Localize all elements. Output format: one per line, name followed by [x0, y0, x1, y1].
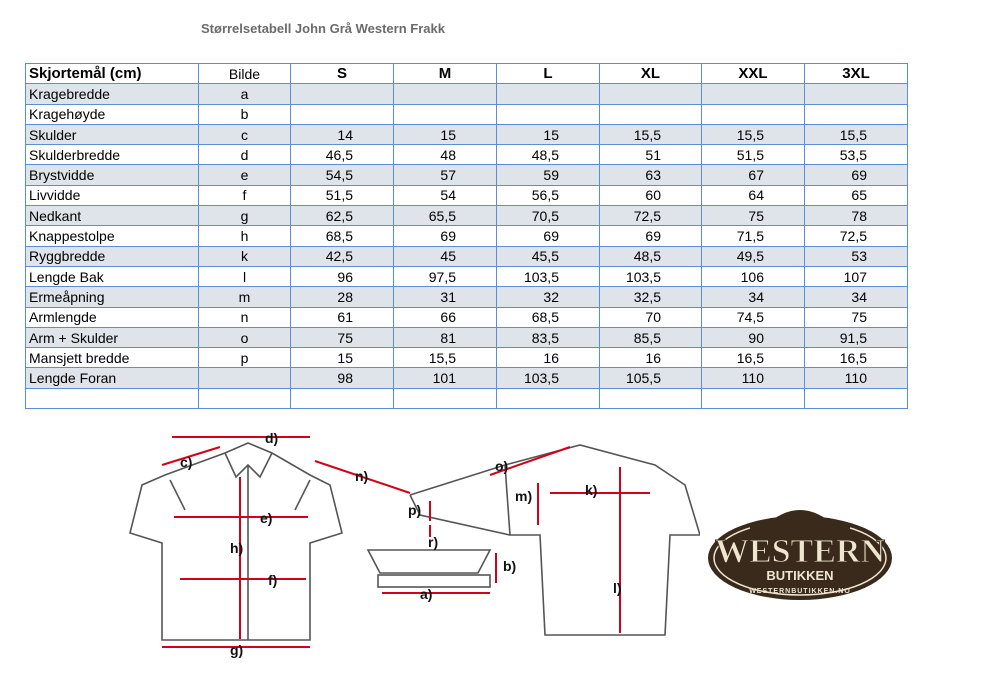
size-value-cell: 31 [394, 287, 497, 307]
row-image-code [199, 368, 291, 388]
row-label: Armlengde [26, 307, 199, 327]
label-b: b) [503, 558, 517, 574]
size-value-cell: 49,5 [702, 246, 805, 266]
table-row [26, 185, 908, 205]
size-value-cell: 97,5 [394, 266, 497, 286]
size-value-cell: 81 [394, 327, 497, 347]
size-value-cell [600, 104, 702, 124]
size-value-cell: 45,5 [497, 246, 600, 266]
size-value-cell: 68,5 [291, 226, 394, 246]
size-value-cell: 64 [702, 185, 805, 205]
size-value-cell: 75 [291, 327, 394, 347]
logo-line2: BUTIKKEN [766, 568, 834, 583]
table-row [26, 206, 908, 226]
label-m: m) [515, 488, 533, 504]
size-value-cell: 54 [394, 185, 497, 205]
logo-line3: WESTERNBUTIKKEN.NO [749, 588, 851, 595]
size-value-cell [805, 84, 908, 104]
row-label: Skulderbredde [26, 145, 199, 165]
row-image-code [199, 388, 291, 408]
size-value-cell: 70,5 [497, 206, 600, 226]
size-value-cell: 103,5 [600, 266, 702, 286]
row-image-code: c [199, 124, 291, 144]
table-row [26, 348, 908, 368]
label-l: l) [613, 580, 622, 596]
size-value-cell [702, 388, 805, 408]
row-label: Skulder [26, 124, 199, 144]
size-value-cell: 15,5 [600, 124, 702, 144]
size-value-cell [702, 104, 805, 124]
size-value-cell [497, 84, 600, 104]
header-size-s: S [291, 64, 394, 84]
size-table [25, 63, 908, 409]
size-value-cell: 85,5 [600, 327, 702, 347]
row-image-code: n [199, 307, 291, 327]
size-value-cell: 28 [291, 287, 394, 307]
label-c: c) [180, 454, 193, 470]
row-label: Arm + Skulder [26, 327, 199, 347]
row-label: Nedkant [26, 206, 199, 226]
size-value-cell: 67 [702, 165, 805, 185]
row-label [26, 388, 199, 408]
size-value-cell [291, 84, 394, 104]
label-g: g) [230, 642, 244, 658]
table-row [26, 84, 908, 104]
row-image-code: a [199, 84, 291, 104]
size-value-cell: 48 [394, 145, 497, 165]
shirt-measurement-diagram [110, 425, 700, 665]
size-value-cell: 53 [805, 246, 908, 266]
row-image-code: p [199, 348, 291, 368]
size-value-cell: 59 [497, 165, 600, 185]
size-value-cell: 71,5 [702, 226, 805, 246]
header-size-xxl: XXL [702, 64, 805, 84]
table-row [26, 368, 908, 388]
row-label: Kragehøyde [26, 104, 199, 124]
row-image-code: l [199, 266, 291, 286]
size-value-cell: 16,5 [702, 348, 805, 368]
table-row [26, 388, 908, 408]
label-d: d) [265, 430, 279, 446]
size-value-cell: 14 [291, 124, 394, 144]
size-value-cell [291, 388, 394, 408]
size-value-cell: 53,5 [805, 145, 908, 165]
size-value-cell: 32,5 [600, 287, 702, 307]
size-value-cell: 96 [291, 266, 394, 286]
row-label: Mansjett bredde [26, 348, 199, 368]
size-value-cell: 105,5 [600, 368, 702, 388]
table-row [26, 226, 908, 246]
size-value-cell [600, 84, 702, 104]
table-row [26, 266, 908, 286]
table-body [26, 84, 908, 409]
logo-line1: WESTERN [714, 533, 886, 570]
row-label: Livvidde [26, 185, 199, 205]
row-image-code: b [199, 104, 291, 124]
size-value-cell [497, 388, 600, 408]
size-value-cell: 70 [600, 307, 702, 327]
size-value-cell [805, 104, 908, 124]
size-value-cell: 72,5 [600, 206, 702, 226]
size-value-cell: 15,5 [805, 124, 908, 144]
size-value-cell: 15,5 [394, 348, 497, 368]
size-value-cell: 46,5 [291, 145, 394, 165]
row-image-code: g [199, 206, 291, 226]
table-row [26, 327, 908, 347]
size-value-cell: 45 [394, 246, 497, 266]
row-image-code: o [199, 327, 291, 347]
row-label: Ermeåpning [26, 287, 199, 307]
label-e: e) [260, 510, 273, 526]
label-a: a) [420, 586, 433, 602]
document-title: Størrelsetabell John Grå Western Frakk [201, 21, 445, 36]
size-value-cell: 32 [497, 287, 600, 307]
size-value-cell: 57 [394, 165, 497, 185]
header-size-3xl: 3XL [805, 64, 908, 84]
size-value-cell [600, 388, 702, 408]
size-value-cell: 83,5 [497, 327, 600, 347]
row-image-code: h [199, 226, 291, 246]
size-value-cell: 16 [600, 348, 702, 368]
size-value-cell [805, 388, 908, 408]
size-value-cell: 15 [497, 124, 600, 144]
size-value-cell: 66 [394, 307, 497, 327]
header-measurement: Skjortemål (cm) [26, 64, 199, 84]
size-value-cell: 65 [805, 185, 908, 205]
row-label: Lengde Bak [26, 266, 199, 286]
size-value-cell: 34 [702, 287, 805, 307]
size-value-cell: 48,5 [497, 145, 600, 165]
table-row [26, 246, 908, 266]
size-value-cell [394, 388, 497, 408]
size-value-cell: 69 [600, 226, 702, 246]
header-size-m: M [394, 64, 497, 84]
label-f: f) [268, 572, 278, 588]
size-value-cell: 61 [291, 307, 394, 327]
size-value-cell: 78 [805, 206, 908, 226]
size-value-cell: 16 [497, 348, 600, 368]
size-value-cell: 72,5 [805, 226, 908, 246]
size-value-cell: 16,5 [805, 348, 908, 368]
back-shirt-outline [410, 445, 700, 635]
row-label: Kragebredde [26, 84, 199, 104]
size-value-cell [702, 84, 805, 104]
size-value-cell: 91,5 [805, 327, 908, 347]
size-value-cell: 75 [702, 206, 805, 226]
size-value-cell: 51,5 [291, 185, 394, 205]
size-value-cell: 68,5 [497, 307, 600, 327]
collar-outline [368, 550, 490, 587]
row-label: Knappestolpe [26, 226, 199, 246]
size-value-cell: 110 [702, 368, 805, 388]
size-value-cell: 34 [805, 287, 908, 307]
size-value-cell [497, 104, 600, 124]
header-image-code: Bilde [199, 64, 291, 84]
size-value-cell: 101 [394, 368, 497, 388]
table-row [26, 307, 908, 327]
size-value-cell: 69 [497, 226, 600, 246]
table-row [26, 287, 908, 307]
size-value-cell: 74,5 [702, 307, 805, 327]
size-value-cell: 75 [805, 307, 908, 327]
label-n: n) [355, 468, 369, 484]
size-value-cell: 15 [291, 348, 394, 368]
size-value-cell: 42,5 [291, 246, 394, 266]
size-value-cell: 65,5 [394, 206, 497, 226]
table-row [26, 124, 908, 144]
row-image-code: d [199, 145, 291, 165]
size-value-cell: 98 [291, 368, 394, 388]
table-row [26, 145, 908, 165]
label-r: r) [428, 534, 439, 550]
row-image-code: m [199, 287, 291, 307]
size-value-cell: 51,5 [702, 145, 805, 165]
measurement-labels [180, 430, 622, 658]
row-label: Ryggbredde [26, 246, 199, 266]
size-value-cell: 69 [805, 165, 908, 185]
size-value-cell [394, 84, 497, 104]
size-value-cell: 69 [394, 226, 497, 246]
label-p: p) [408, 502, 422, 518]
size-value-cell: 63 [600, 165, 702, 185]
western-butikken-logo [705, 496, 895, 604]
size-value-cell: 60 [600, 185, 702, 205]
size-value-cell: 54,5 [291, 165, 394, 185]
table-header-row [26, 64, 908, 84]
row-image-code: f [199, 185, 291, 205]
size-value-cell: 103,5 [497, 266, 600, 286]
row-label: Lengde Foran [26, 368, 199, 388]
size-value-cell [291, 104, 394, 124]
table-row [26, 104, 908, 124]
size-value-cell: 15 [394, 124, 497, 144]
label-h: h) [230, 540, 244, 556]
size-value-cell: 107 [805, 266, 908, 286]
size-value-cell: 56,5 [497, 185, 600, 205]
header-size-xl: XL [600, 64, 702, 84]
header-size-l: L [497, 64, 600, 84]
row-image-code: k [199, 246, 291, 266]
size-value-cell: 103,5 [497, 368, 600, 388]
size-value-cell: 110 [805, 368, 908, 388]
label-o: o) [495, 458, 509, 474]
row-label: Brystvidde [26, 165, 199, 185]
size-value-cell: 106 [702, 266, 805, 286]
size-value-cell: 15,5 [702, 124, 805, 144]
size-value-cell: 51 [600, 145, 702, 165]
row-image-code: e [199, 165, 291, 185]
size-value-cell: 90 [702, 327, 805, 347]
size-value-cell: 48,5 [600, 246, 702, 266]
table-row [26, 165, 908, 185]
size-value-cell: 62,5 [291, 206, 394, 226]
size-value-cell [394, 104, 497, 124]
label-k: k) [585, 482, 598, 498]
